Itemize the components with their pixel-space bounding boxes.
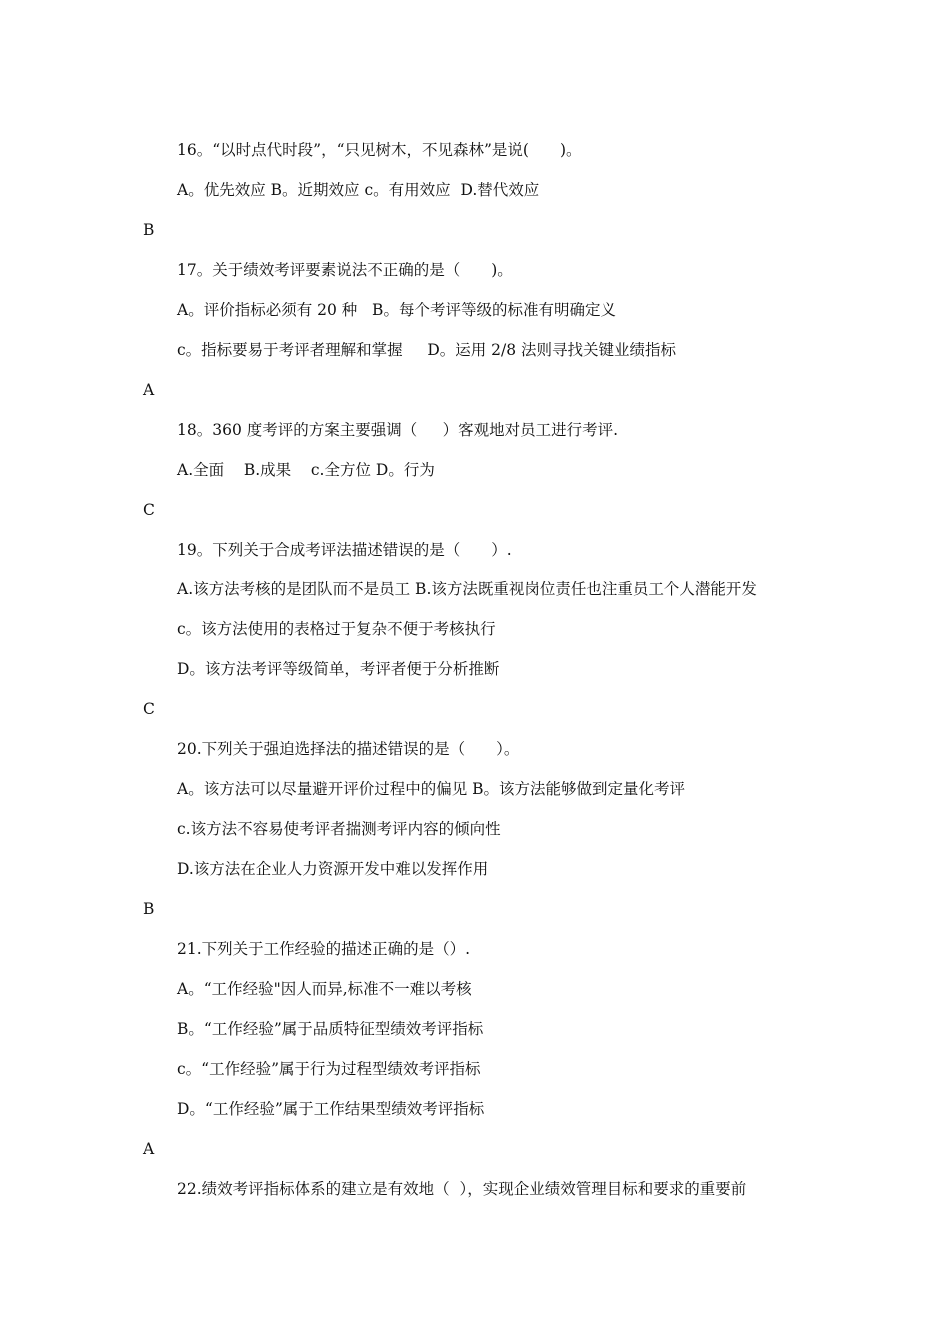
question-17-options-1: A。评价指标必须有 20 种 B。每个考评等级的标准有明确定义 (177, 301, 616, 319)
question-21-answer: A (143, 1140, 155, 1158)
question-19-options-2: c。该方法使用的表格过于复杂不便于考核执行 (177, 620, 496, 638)
question-20-options-2: c.该方法不容易使考评者揣测考评内容的倾向性 (177, 820, 501, 838)
question-21-options-3: c。“工作经验”属于行为过程型绩效考评指标 (177, 1060, 481, 1078)
question-17-stem: 17。关于绩效考评要素说法不正确的是（ )。 (177, 261, 513, 279)
question-21-stem: 21.下列关于工作经验的描述正确的是（）. (177, 940, 471, 958)
question-18-options: A.全面 B.成果 c.全方位 D。行为 (177, 461, 435, 479)
question-16-options: A。优先效应 B。近期效应 c。有用效应 D.替代效应 (177, 181, 540, 199)
question-22-stem: 22.绩效考评指标体系的建立是有效地（ ），实现企业绩效管理目标和要求的重要前 (177, 1180, 747, 1198)
question-18-stem: 18。360 度考评的方案主要强调（ ）客观地对员工进行考评. (177, 421, 619, 439)
question-20-answer: B (143, 900, 155, 918)
question-20-stem: 20.下列关于强迫选择法的描述错误的是（ ）。 (177, 740, 520, 758)
question-19-options-3: D。该方法考评等级简单，考评者便于分析推断 (177, 660, 500, 678)
question-17-options-2: c。指标要易于考评者理解和掌握 D。运用 2/8 法则寻找关键业绩指标 (177, 341, 677, 359)
question-16-answer: B (143, 221, 155, 239)
question-18-answer: C (143, 501, 155, 519)
question-20-options-3: D.该方法在企业人力资源开发中难以发挥作用 (177, 860, 489, 878)
question-21-options-1: A。“工作经验"因人而异,标准不一难以考核 (177, 980, 472, 998)
question-19-answer: C (143, 700, 155, 718)
question-19-options-1: A.该方法考核的是团队而不是员工 B.该方法既重视岗位责任也注重员工个人潜能开发 (177, 580, 757, 598)
question-21-options-2: B。“工作经验”属于品质特征型绩效考评指标 (177, 1020, 484, 1038)
question-21-options-4: D。“工作经验”属于工作结果型绩效考评指标 (177, 1100, 485, 1118)
question-19-stem: 19。下列关于合成考评法描述错误的是（ ）. (177, 541, 512, 559)
question-20-options-1: A。该方法可以尽量避开评价过程中的偏见 B。该方法能够做到定量化考评 (177, 780, 686, 798)
question-17-answer: A (143, 381, 155, 399)
question-16-stem: 16。“以时点代时段”，“只见树木，不见森林”是说( )。 (177, 141, 582, 159)
